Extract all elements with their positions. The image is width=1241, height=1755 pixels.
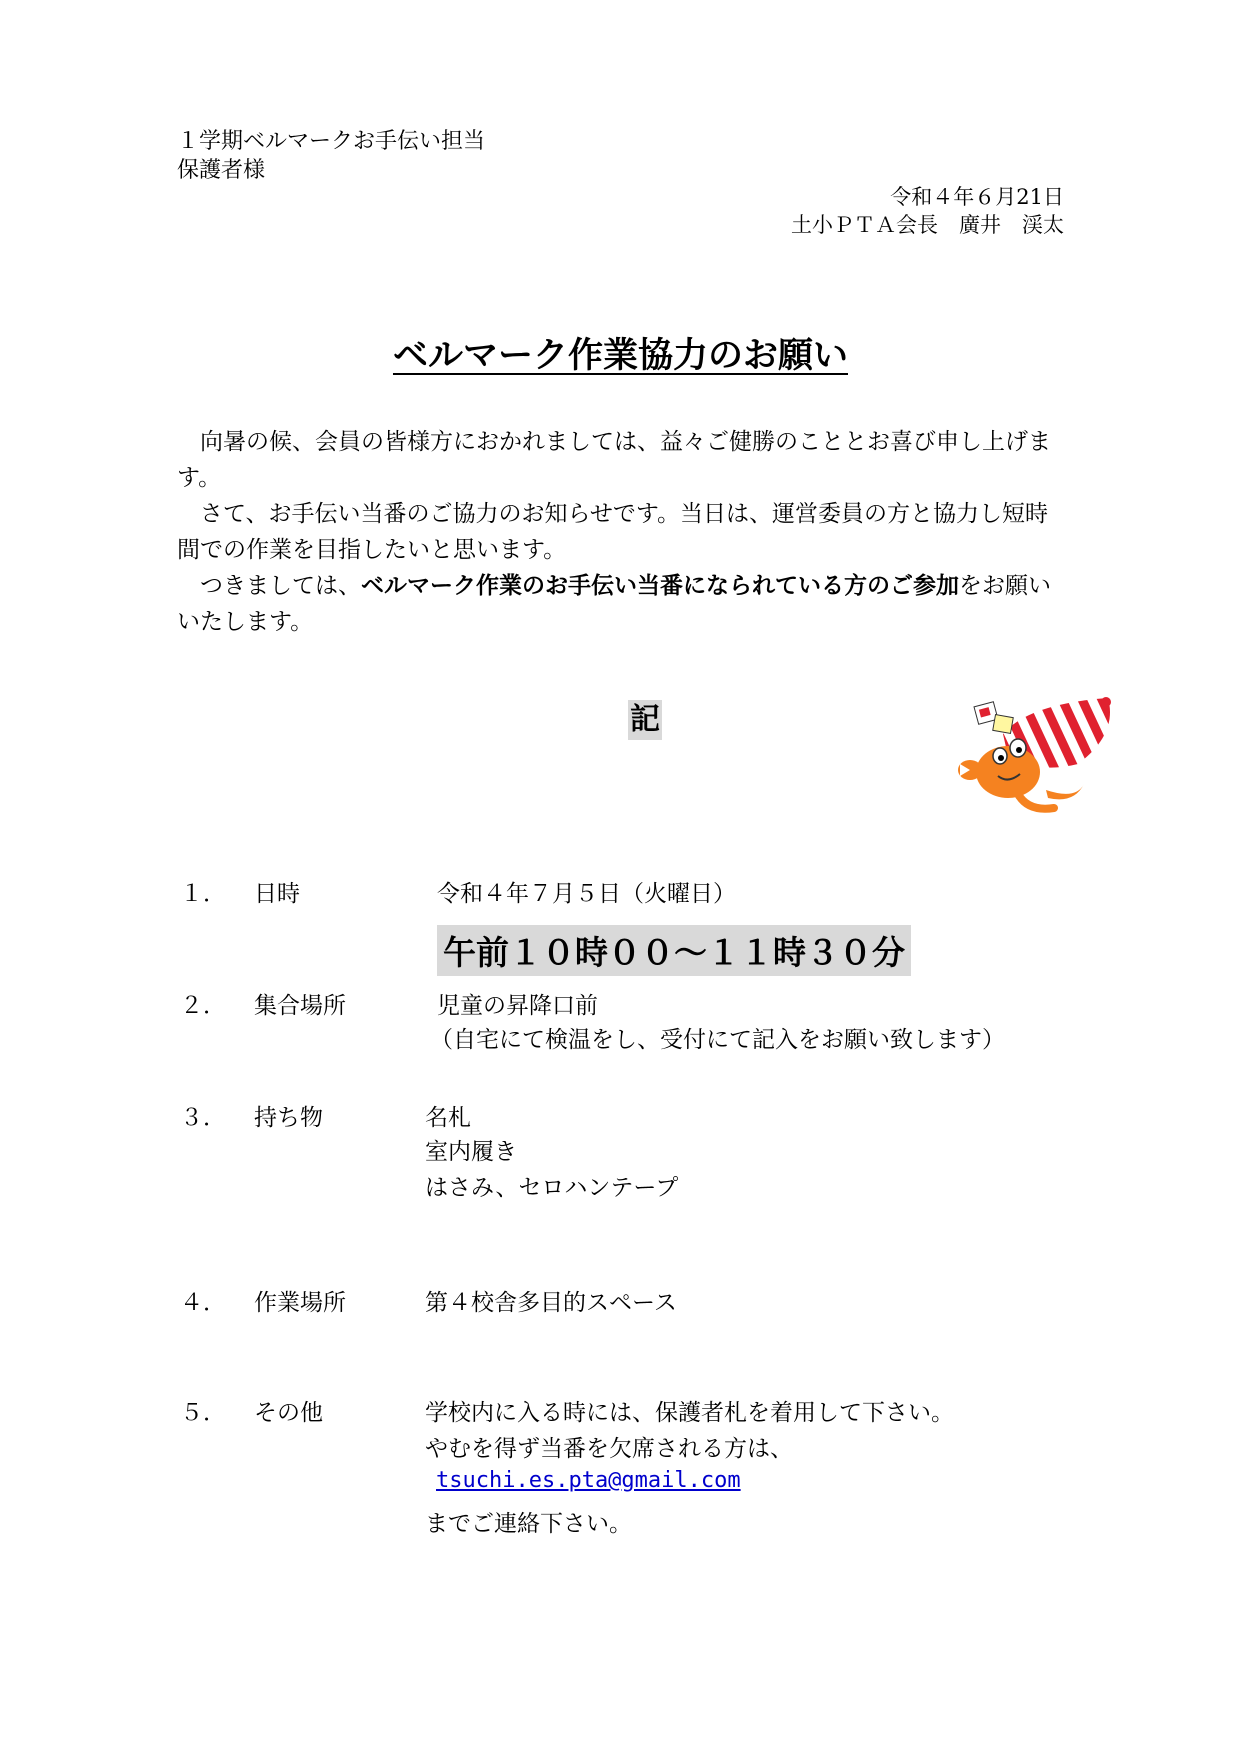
hermit-crab-mascot-icon: [958, 694, 1118, 814]
item-5-label: その他: [254, 1400, 323, 1426]
item-3-line-2: 室内履き: [425, 1139, 517, 1165]
contact-email-link[interactable]: tsuchi.es.pta@gmail.com: [436, 1468, 741, 1493]
document-date: 令和４年６月21日: [890, 185, 1064, 209]
item-3-line-1: 名札: [425, 1105, 471, 1131]
sender: 土小ＰＴＡ会長 廣井 渓太: [791, 213, 1064, 237]
emphasis-text: ベルマーク作業のお手伝い当番になられている方のご参加: [361, 573, 959, 599]
item-1-number: １．: [180, 881, 226, 907]
item-2-label: 集合場所: [254, 993, 346, 1019]
item-2-number: ２．: [180, 993, 226, 1019]
item-4-number: ４．: [180, 1290, 226, 1316]
ki-heading: 記: [628, 700, 662, 740]
item-3-label: 持ち物: [254, 1105, 323, 1131]
item-3-line-3: はさみ、セロハンテープ: [425, 1175, 679, 1201]
item-1-label: 日時: [254, 881, 300, 907]
item-4-value: 第４校舎多目的スペース: [425, 1290, 677, 1316]
item-4-label: 作業場所: [254, 1290, 346, 1316]
paragraph-1: 向暑の候、会員の皆様方におかれましては、益々ご健勝のこととお喜び申し上げます。: [177, 429, 1051, 491]
item-1-date: 令和４年７月５日（火曜日）: [437, 881, 736, 907]
paragraph-2: さて、お手伝い当番のご協力のお知らせです。当日は、運営委員の方と協力し短時間での作業を目指したいと思います。: [177, 501, 1049, 563]
item-5-line-3: までご連絡下さい。: [425, 1511, 632, 1537]
item-2-note: （自宅にて検温をし、受付にて記入をお願い致します）: [430, 1027, 1005, 1053]
recipient-line-1: １学期ベルマークお手伝い担当: [177, 129, 486, 154]
body-text: [177, 424, 1067, 640]
paragraph-3: つきましては、ベルマーク作業のお手伝い当番になられている方のご参加をお願いいたします。: [177, 573, 1051, 635]
item-5-line-2: やむを得ず当番を欠席される方は、: [425, 1436, 793, 1462]
recipient-line-2: 保護者様: [177, 158, 266, 183]
item-2-value: 児童の昇降口前: [437, 993, 598, 1019]
document-title: ベルマーク作業協力のお願い: [392, 336, 848, 376]
item-1-time-highlight: 午前１０時００～１１時３０分: [437, 925, 911, 976]
item-5-number: ５．: [180, 1400, 226, 1426]
item-5-line-1: 学校内に入る時には、保護者札を着用して下さい。: [425, 1400, 954, 1426]
item-3-number: ３．: [180, 1105, 226, 1131]
